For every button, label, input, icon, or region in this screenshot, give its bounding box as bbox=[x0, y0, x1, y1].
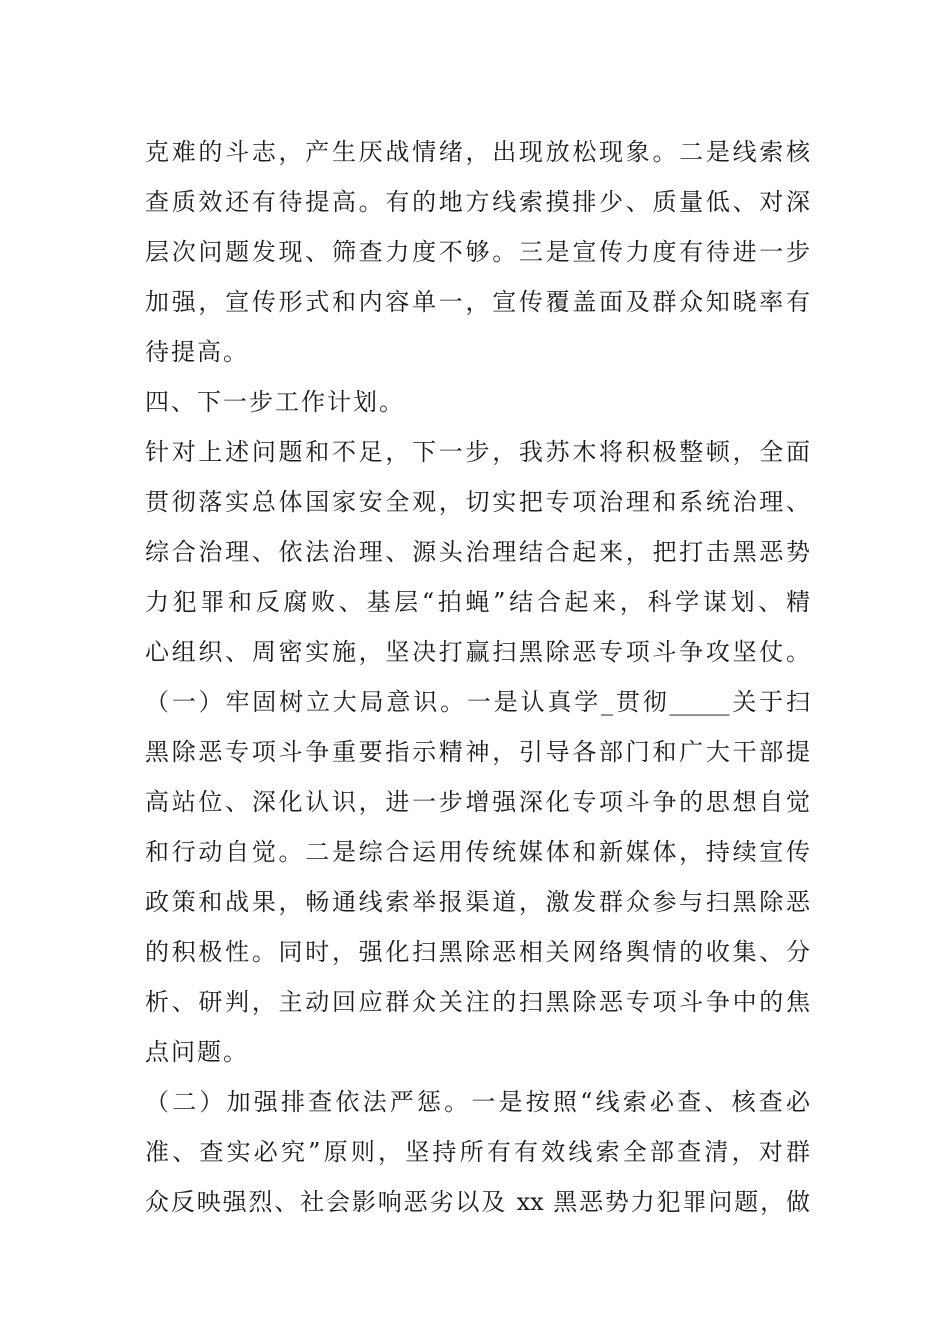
paragraph-line: 针对上述问题和不足，下一步，我苏木将积极整顿，全面 bbox=[145, 438, 810, 466]
subsection-line: （二）加强排查依法严惩。一是按照“线索必查、核查必 bbox=[145, 1088, 810, 1116]
paragraph-line: 层次问题发现、筛查力度不够。三是宣传力度有待进一步 bbox=[145, 238, 810, 266]
section-heading: 四、下一步工作计划。 bbox=[145, 388, 405, 416]
paragraph-line: 析、研判，主动回应群众关注的扫黑除恶专项斗争中的焦 bbox=[145, 988, 810, 1016]
paragraph-line: 待提高。 bbox=[145, 338, 249, 366]
paragraph-line: 高站位、深化认识，进一步增强深化专项斗争的思想自觉 bbox=[145, 788, 810, 816]
paragraph-line: 加强，宣传形式和内容单一，宣传覆盖面及群众知晓率有 bbox=[145, 288, 810, 316]
paragraph-line: 政策和战果，畅通线索举报渠道，激发群众参与扫黑除恶 bbox=[145, 888, 810, 916]
paragraph-line: 准、查实必究”原则，坚持所有有效线索全部查清，对群 bbox=[145, 1138, 810, 1166]
paragraph-line: 心组织、周密实施，坚决打赢扫黑除恶专项斗争攻坚仗。 bbox=[145, 638, 810, 666]
paragraph-line: 综合治理、依法治理、源头治理结合起来，把打击黑恶势 bbox=[145, 538, 810, 566]
paragraph-line: 和行动自觉。二是综合运用传统媒体和新媒体，持续宣传 bbox=[145, 838, 810, 866]
paragraph-line: 的积极性。同时，强化扫黑除恶相关网络舆情的收集、分 bbox=[145, 938, 810, 966]
paragraph-line: 克难的斗志，产生厌战情绪，出现放松现象。二是线索核 bbox=[145, 138, 810, 166]
subsection-line: （一）牢固树立大局意识。一是认真学_贯彻_____关于扫 bbox=[145, 688, 810, 716]
paragraph-line: 众反映强烈、社会影响恶劣以及 xx 黑恶势力犯罪问题，做 bbox=[145, 1188, 810, 1216]
paragraph-line: 查质效还有待提高。有的地方线索摸排少、质量低、对深 bbox=[145, 188, 810, 216]
paragraph-line: 黑除恶专项斗争重要指示精神，引导各部门和广大干部提 bbox=[145, 738, 810, 766]
paragraph-line: 贯彻落实总体国家安全观，切实把专项治理和系统治理、 bbox=[145, 488, 810, 516]
paragraph-line: 力犯罪和反腐败、基层“拍蝇”结合起来，科学谋划、精 bbox=[145, 588, 810, 616]
paragraph-line: 点问题。 bbox=[145, 1038, 249, 1066]
